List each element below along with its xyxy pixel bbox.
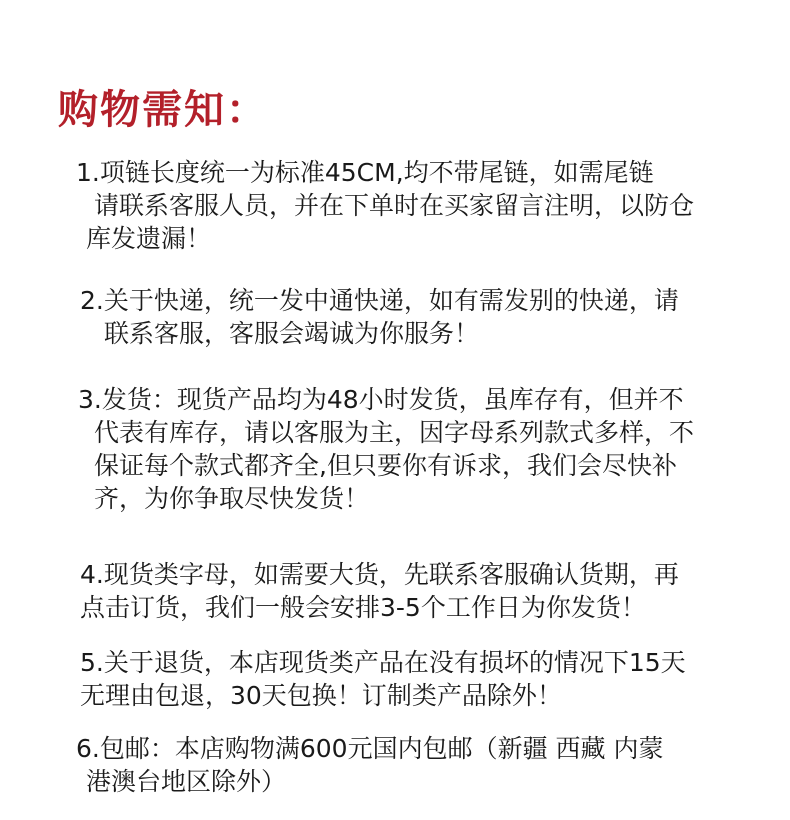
notice-4-line-2: 点击订货，我们一般会安排3-5个工作日为你发货！	[80, 593, 646, 622]
notice-item-5	[80, 646, 686, 712]
notice-item-3	[78, 383, 694, 515]
notice-1-line-3: 库发遗漏！	[86, 224, 212, 253]
notice-6-line-1: 6.包邮：本店购物满600元国内包邮（新疆 西藏 内蒙	[76, 734, 664, 763]
notice-4-line-1: 4.现货类字母，如需要大货，先联系客服确认货期，再	[80, 560, 679, 589]
notice-5-line-1: 5.关于退货，本店现货类产品在没有损坏的情况下15天	[80, 648, 686, 677]
notice-3-line-2: 代表有库存，请以客服为主，因字母系列款式多样，不	[94, 418, 695, 447]
notice-item-4	[80, 558, 679, 624]
notice-3-line-3: 保证每个款式都齐全,但只要你有诉求，我们会尽快补	[94, 451, 677, 480]
notice-1-line-1: 1.项链长度统一为标准45CM,均不带尾链，如需尾链	[76, 158, 654, 187]
notice-item-1	[76, 156, 694, 255]
notice-6-line-2: 港澳台地区除外）	[86, 767, 287, 796]
notice-3-line-4: 齐，为你争取尽快发货！	[94, 484, 370, 513]
notice-2-line-2: 联系客服，客服会竭诚为你服务！	[104, 319, 480, 348]
page-title: 购物需知：	[58, 87, 268, 133]
notice-1-line-2: 请联系客服人员，并在下单时在买家留言注明，以防仓	[94, 191, 695, 220]
notice-item-2	[80, 284, 679, 350]
notice-3-line-1: 3.发货：现货产品均为48小时发货，虽库存有，但并不	[78, 385, 684, 414]
notice-item-6	[76, 732, 663, 798]
notice-2-line-1: 2.关于快递，统一发中通快递，如有需发别的快递，请	[80, 286, 679, 315]
notice-5-line-2: 无理由包退，30天包换！订制类产品除外！	[80, 681, 562, 710]
